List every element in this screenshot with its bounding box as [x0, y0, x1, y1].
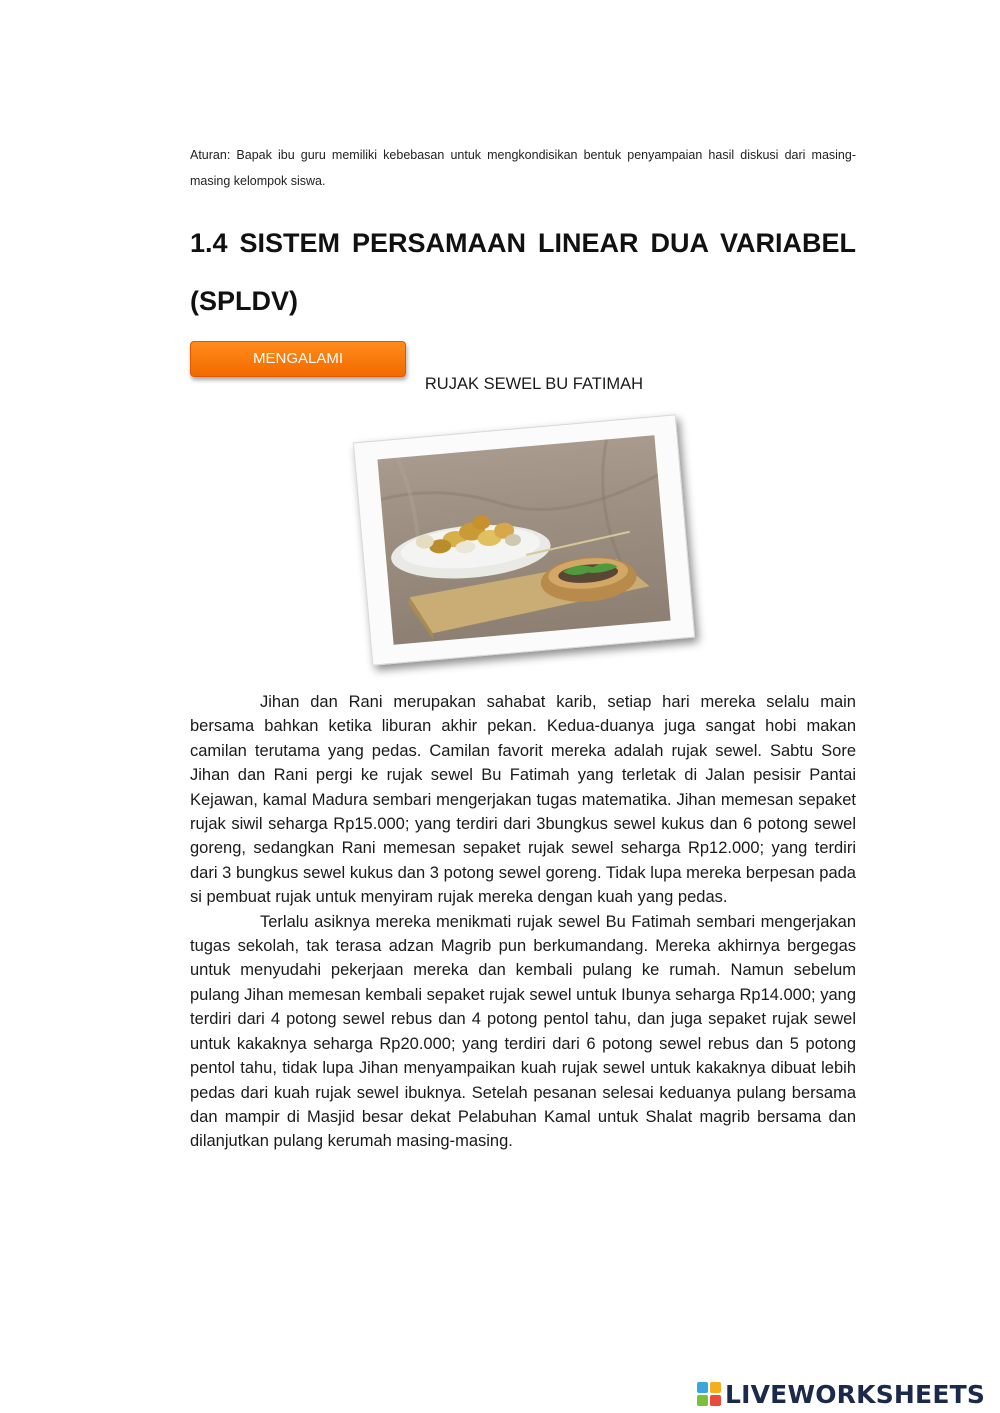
liveworksheets-logo-icon [697, 1382, 721, 1406]
rujak-illustration [377, 435, 670, 645]
photo-frame [353, 414, 695, 665]
section-heading [190, 214, 856, 330]
food-photo [377, 435, 670, 645]
logo-tile-4 [710, 1395, 721, 1406]
heading-line-1: 1.4 SISTEM PERSAMAAN LINEAR DUA VARIABEL [190, 228, 856, 258]
story-text [190, 690, 856, 1154]
mengalami-button[interactable]: MENGALAMI [190, 341, 406, 377]
rules-note: Aturan: Bapak ibu guru memiliki kebebasan untuk mengkondisikan bentuk penyampaian hasil diskusi dari masing-masing kelompok siswa. [190, 148, 856, 188]
watermark-text: LIVEWORKSHEETS [725, 1379, 986, 1409]
heading-line-2: (SPLDV) [190, 286, 298, 316]
story-title: RUJAK SEWEL BU FATIMAH [424, 375, 644, 393]
story-paragraph-1: Jihan dan Rani merupakan sahabat karib, setiap hari mereka selalu main bersama bahkan ketika liburan akhir pekan. Kedua-duanya juga sangat hobi makan camilan terutama yang pedas. Camilan favorit mereka adalah rujak sewel. Sabtu Sore Jihan dan Rani pergi ke rujak sewel Bu Fatimah yang terletak di Jalan pesisir Pantai Kejawan, kamal Madura sembari mengerjakan tugas matematika. Jihan memesan sepaket rujak siwil seharga Rp15.000; yang terdiri dari 3bungkus sewel kukus dan 6 potong sewel goreng, sedangkan Rani memesan sepaket rujak sewel seharga Rp12.000; yang terdiri dari 3 bungkus sewel kukus dan 3 potong sewel goreng. Tidak lupa mereka berpesan pada si pembuat rujak untuk menyiram rujak mereka dengan kuah yang pedas. [190, 693, 856, 907]
logo-tile-1 [697, 1382, 708, 1393]
story-paragraph-2: Terlalu asiknya mereka menikmati rujak sewel Bu Fatimah sembari mengerjakan tugas sekolah, tak terasa adzan Magrib pun berkumandang. Mereka akhirnya bergegas untuk menyudahi pekerjaan mereka dan kembali pulang ke rumah. Namun sebelum pulang Jihan memesan kembali sepaket rujak sewel untuk Ibunya seharga Rp14.000; yang terdiri dari 4 potong sewel rebus dan 4 potong pentol tahu, dan juga sepaket rujak sewel untuk kakaknya seharga Rp20.000; yang terdiri dari 6 potong sewel rebus dan 5 potong pentol tahu, tidak lupa Jihan menyampaikan kuah rujak sewel untuk kakaknya dibuat lebih pedas dari kuah rujak sewel ibuknya. Setelah pesanan selesai keduanya pulang bersama dan mampir di Masjid besar dekat Pelabuhan Kamal untuk Shalat magrib bersama dan dilanjutkan pulang kerumah masing-masing. [190, 912, 856, 1151]
liveworksheets-watermark [697, 1378, 985, 1410]
logo-tile-2 [710, 1382, 721, 1393]
logo-tile-3 [697, 1395, 708, 1406]
